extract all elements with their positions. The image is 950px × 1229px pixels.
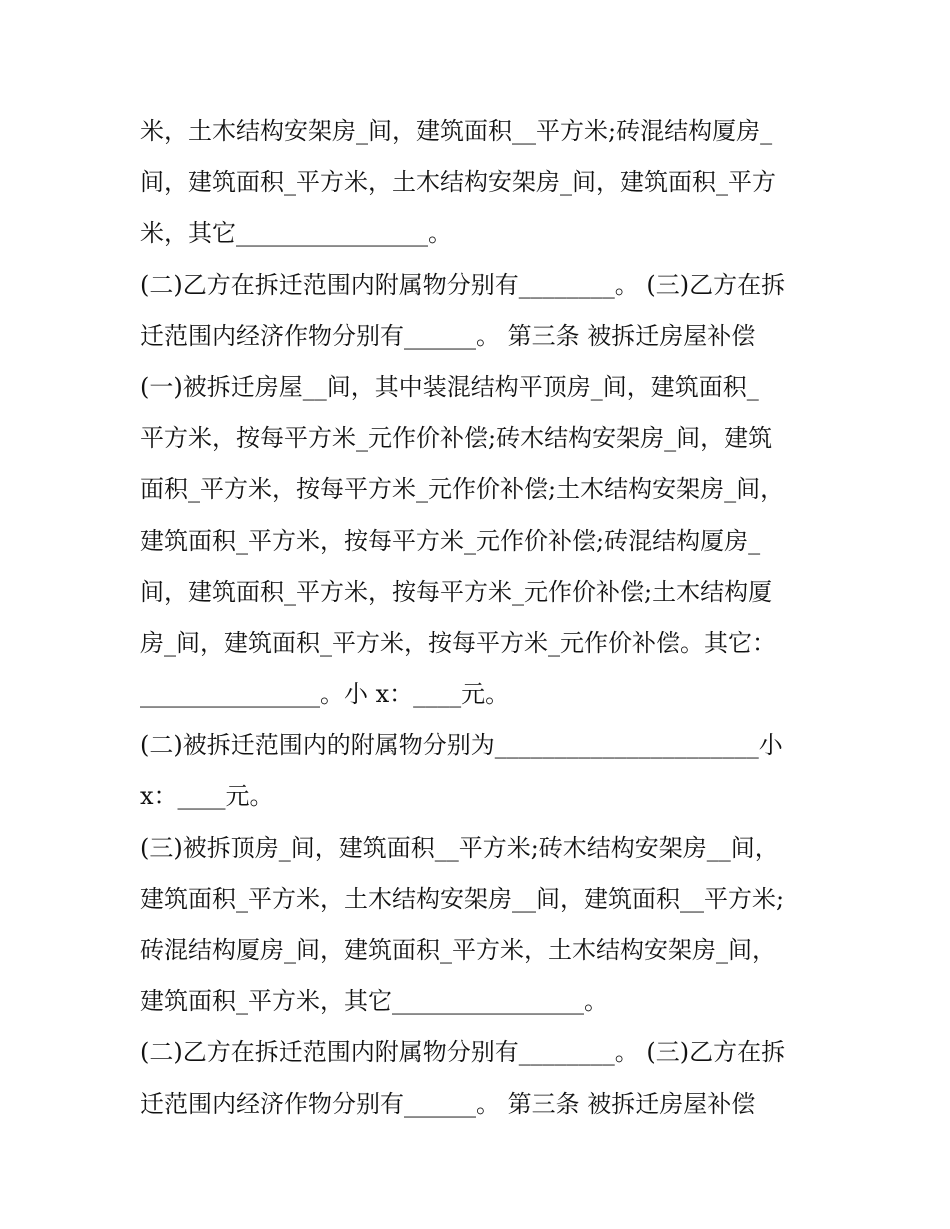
text-line: 米，土木结构安架房_间，建筑面积__平方米;砖混结构厦房_ xyxy=(140,117,773,145)
document-body xyxy=(140,106,810,1130)
text-line: 房_间，建筑面积_平方米，按每平方米_元作价补偿。其它： xyxy=(140,628,776,657)
text-line: 米，其它________________。 xyxy=(140,219,452,248)
text-line: 迁范围内经济作物分别有______。 第三条 被拆迁房屋补偿 xyxy=(140,321,756,350)
text-line: (二)乙方在拆迁范围内附属物分别有________。 (三)乙方在拆 xyxy=(140,270,786,299)
text-line: 砖混结构厦房_间，建筑面积_平方米，土木结构安架房_间， xyxy=(140,936,776,964)
text-line: (三)被拆顶房_间，建筑面积__平方米;砖木结构安架房__间， xyxy=(140,833,779,862)
text-line: 建筑面积_平方米，按每平方米_元作价补偿;砖混结构厦房_ xyxy=(140,526,761,555)
text-line: x：____元。 xyxy=(140,782,274,811)
text-line: 间，建筑面积_平方米，按每平方米_元作价补偿;土木结构厦 xyxy=(140,577,773,606)
text-line: 间，建筑面积_平方米，土木结构安架房_间，建筑面积_平方 xyxy=(140,168,776,197)
text-line: (二)乙方在拆迁范围内附属物分别有________。 (三)乙方在拆 xyxy=(140,1038,786,1067)
text-line: 建筑面积_平方米，土木结构安架房__间，建筑面积__平方米; xyxy=(140,884,785,913)
text-line: 迁范围内经济作物分别有______。 第三条 被拆迁房屋补偿 xyxy=(140,1089,756,1118)
text-line: (一)被拆迁房屋__间，其中装混结构平顶房_间，建筑面积_ xyxy=(140,372,759,401)
text-line: (二)被拆迁范围内的附属物分别为______________________小 xyxy=(140,731,783,760)
text-line: 建筑面积_平方米，其它________________。 xyxy=(140,987,608,1016)
text-line: _______________。小 x：____元。 xyxy=(140,680,510,709)
text-line: 平方米，按每平方米_元作价补偿;砖木结构安架房_间，建筑 xyxy=(140,424,773,453)
text-line: 面积_平方米，按每平方米_元作价补偿;土木结构安架房_间， xyxy=(140,475,785,504)
